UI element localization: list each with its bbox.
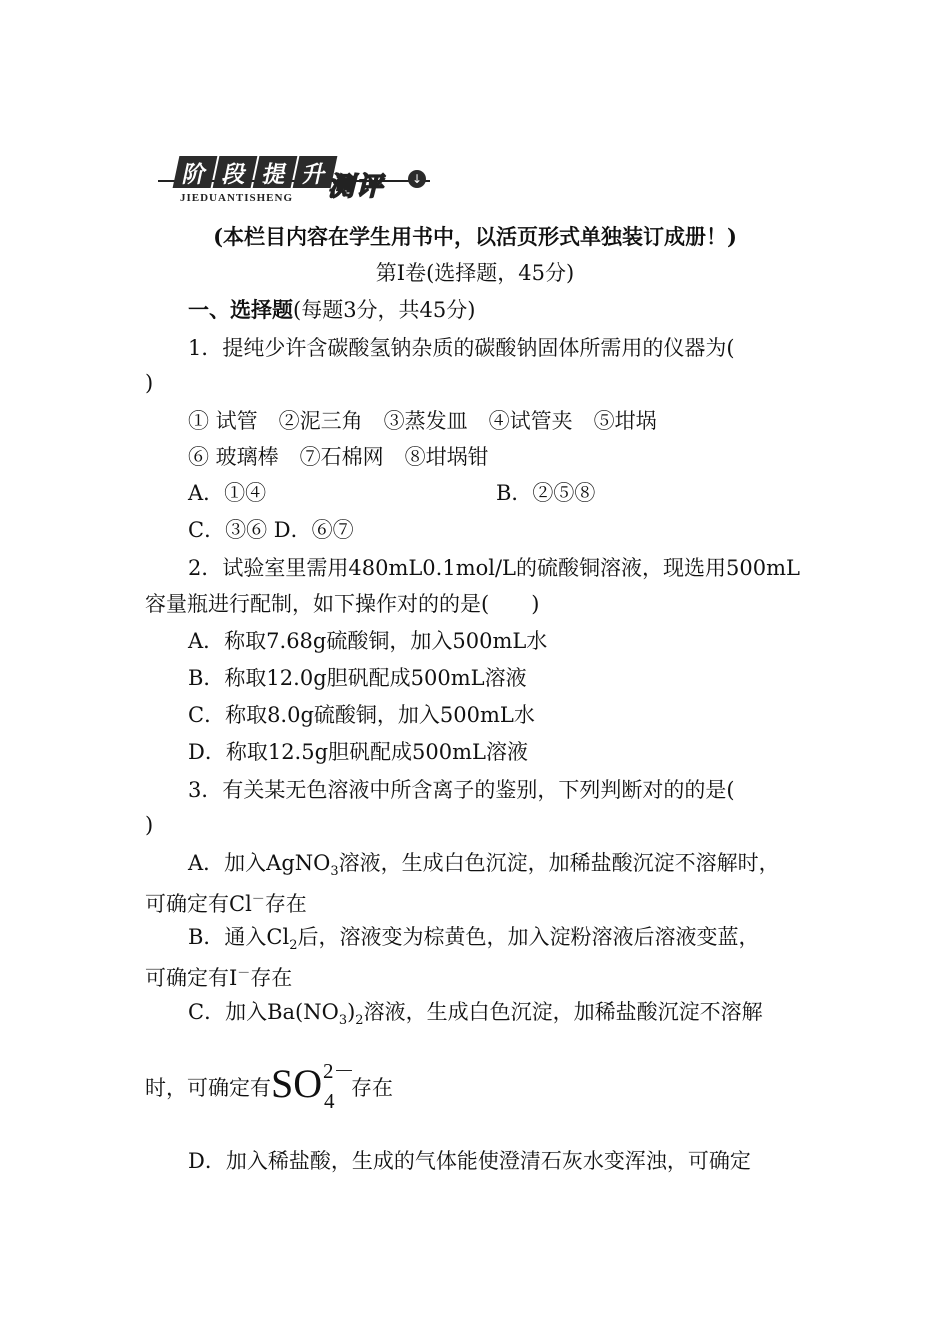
q1-stem-close: ) [145, 371, 154, 395]
ion-symbol: SO [271, 1060, 323, 1106]
q2-option-d: D．称取12.5g胆矾配成500mL溶液 [188, 740, 528, 764]
subscript: 2 [355, 1013, 364, 1029]
q3-option-a-text: 可确定有Cl [145, 892, 252, 916]
banner-eval-title: 测评 [328, 172, 385, 202]
q3-option-b-line2 [145, 959, 292, 993]
q3-option-a [188, 848, 780, 887]
q3-option-a-text: A．加入AgNO [188, 851, 331, 875]
ion-subscript: 4 [324, 1088, 335, 1113]
banner-title-boxes [176, 156, 334, 188]
q1-option-a: A．①④ [188, 481, 267, 505]
q1-option-cd: C．③⑥ D．⑥⑦ [188, 518, 354, 542]
q3-option-b [188, 922, 760, 961]
q2-stem-line1: 2．试验室里需用480mL0.1mol/L的硫酸铜溶液，现选用500mL [188, 556, 800, 580]
binding-note: (本栏目内容在学生用书中，以活页形式单独装订成册！) [213, 224, 737, 249]
q3-option-b-text: 可确定有I [145, 966, 238, 990]
q3-option-a-text: 溶液，生成白色沉淀，加稀盐酸沉淀不溶解时， [338, 851, 780, 875]
q3-option-c-text: 存在 [351, 1076, 393, 1100]
section-heading-detail: (每题3分，共45分) [293, 298, 476, 322]
q2-option-b: B．称取12.0g胆矾配成500mL溶液 [188, 666, 527, 690]
q3-option-c-line2 [145, 1058, 393, 1120]
sulfate-ion-formula [271, 1058, 355, 1120]
q3-option-c [188, 997, 763, 1036]
banner-char: 阶 [173, 156, 218, 188]
q3-option-b-text: 存在 [250, 966, 293, 990]
arrow-down-icon: ↓ [408, 170, 426, 188]
q2-stem-line2: 容量瓶进行配制，如下操作对的的是( ) [145, 592, 540, 616]
q1-stem: 1．提纯少许含碳酸氢钠杂质的碳酸钠固体所需用的仪器为( [188, 336, 735, 360]
q3-option-d: D．加入稀盐酸，生成的气体能使澄清石灰水变浑浊，可确定 [188, 1149, 751, 1173]
banner-pinyin: JIEDUANTISHENG [180, 192, 294, 204]
q3-stem: 3．有关某无色溶液中所含离子的鉴别，下列判断对的的是( [188, 778, 735, 802]
section-heading [188, 295, 475, 325]
q3-option-b-text: B．通入Cl [188, 925, 290, 949]
banner-char: 提 [253, 156, 298, 188]
subscript: 2 [289, 938, 298, 954]
superscript: － [237, 966, 251, 981]
banner-char: 升 [293, 156, 338, 188]
section-heading-label: 一、选择题 [188, 297, 293, 322]
subscript: 3 [330, 864, 339, 880]
q3-option-c-text: C．加入Ba(NO [188, 1000, 339, 1024]
q2-option-a: A．称取7.68g硫酸铜，加入500mL水 [188, 629, 548, 653]
q3-option-c-text: 时，可确定有 [145, 1076, 271, 1100]
q3-option-b-text: 后，溶液变为棕黄色，加入淀粉溶液后溶液变蓝， [297, 925, 760, 949]
q1-option-b: B．②⑤⑧ [496, 481, 596, 505]
q3-option-c-text: 溶液，生成白色沉淀，加稀盐酸沉淀不溶解 [363, 1000, 763, 1024]
q3-stem-close: ) [145, 813, 154, 837]
q2-option-c: C．称取8.0g硫酸铜，加入500mL水 [188, 703, 535, 727]
q3-option-a-text: 存在 [264, 892, 307, 916]
q3-option-c-text: ) [347, 1000, 356, 1024]
banner-char: 段 [213, 156, 258, 188]
section-banner [150, 150, 440, 212]
ion-charge: 2－ [323, 1058, 355, 1083]
volume-title: 第Ⅰ卷(选择题，45分) [375, 261, 575, 285]
subscript: 3 [338, 1013, 348, 1029]
q1-items-line2: ⑥ 玻璃棒 ⑦石棉网 ⑧坩埚钳 [188, 445, 489, 469]
q1-items-line1: ① 试管 ②泥三角 ③蒸发皿 ④试管夹 ⑤坩埚 [188, 409, 657, 433]
superscript: － [251, 892, 265, 907]
q3-option-a-line2 [145, 885, 307, 919]
